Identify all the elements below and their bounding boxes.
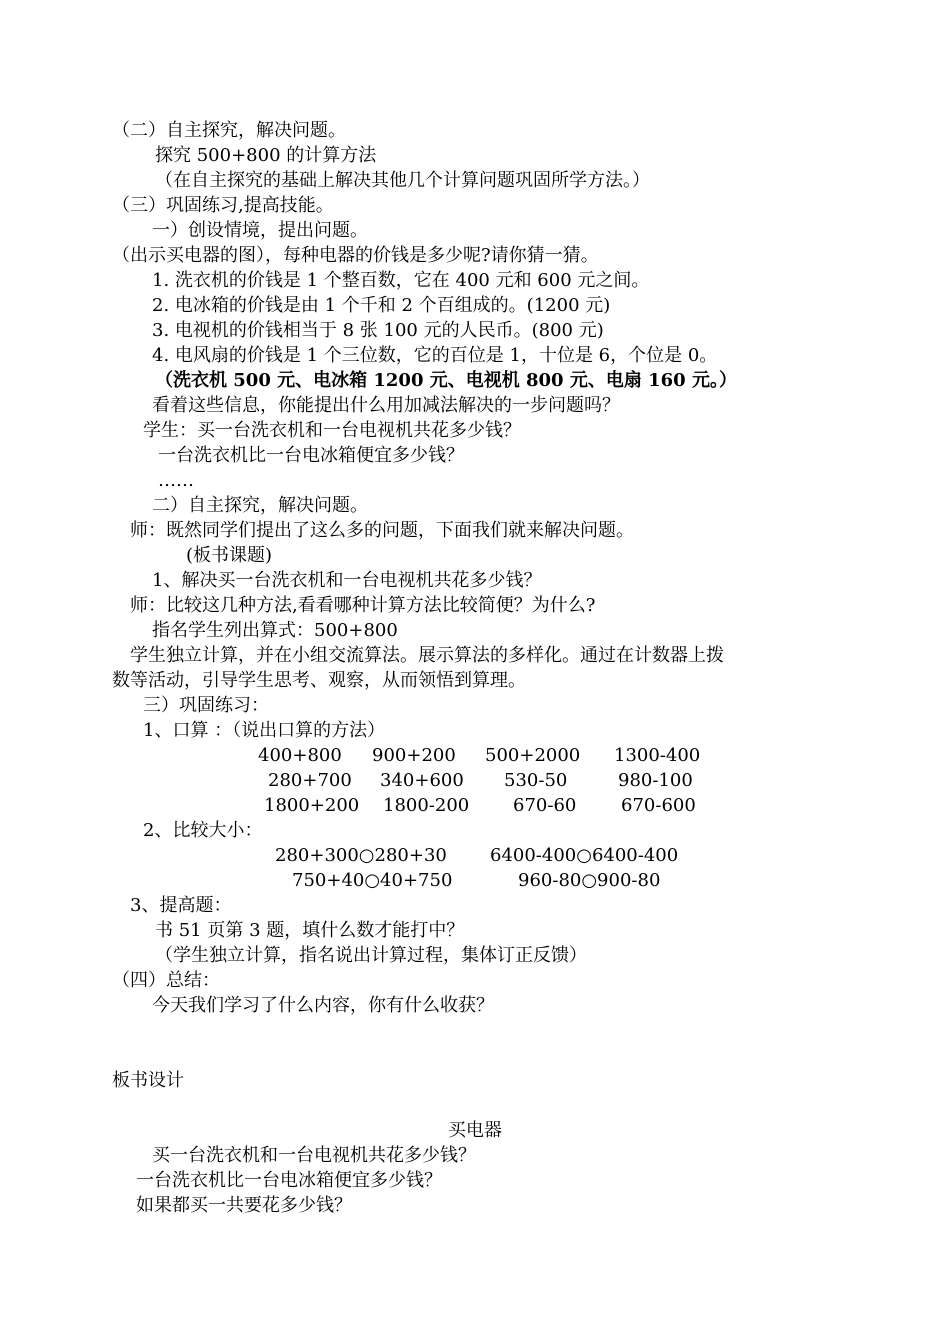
list-item: 4. 电风扇的价钱是 1 个三位数，它的百位是 1，十位是 6，个位是 0。 <box>152 345 718 366</box>
text-line: 书 51 页第 3 题，填什么数才能打中？ <box>155 920 465 941</box>
board-line: 买一台洗衣机和一台电视机共花多少钱？ <box>152 1145 476 1166</box>
oral-calc-item: 530-50 <box>504 770 568 791</box>
text-line: （出示买电器的图），每种电器的价钱是多少呢?请你猜一猜。 <box>112 245 599 266</box>
board-title: 买电器 <box>448 1120 502 1141</box>
answer-line: （洗衣机 500 元、电冰箱 1200 元、电视机 800 元、电扇 160 元。） <box>155 370 737 391</box>
compare-item: 960-80○900-80 <box>518 870 661 891</box>
list-item: 3. 电视机的价钱相当于 8 张 100 元的人民币。(800 元) <box>152 320 604 341</box>
board-line: 如果都买一共要花多少钱？ <box>136 1195 352 1216</box>
section-heading-4: （四）总结： <box>112 970 220 991</box>
subheading: 二）自主探究，解决问题。 <box>152 495 368 516</box>
text-line: （在自主探究的基础上解决其他几个计算问题巩固所学方法。） <box>155 170 650 191</box>
oral-calc-item: 900+200 <box>372 745 456 766</box>
text-line: 一台洗衣机比一台电冰箱便宜多少钱？ <box>158 445 464 466</box>
section-heading-2: （二）自主探究，解决问题。 <box>112 120 346 141</box>
oral-calc-item: 1300-400 <box>614 745 701 766</box>
ellipsis: …… <box>158 470 194 491</box>
compare-item: 6400-400○6400-400 <box>490 845 679 866</box>
oral-calc-item: 280+700 <box>268 770 352 791</box>
subheading: 三）巩固练习： <box>143 695 269 716</box>
text-line: (板书课题) <box>186 545 273 566</box>
subheading: 一）创设情境，提出问题。 <box>152 220 368 241</box>
oral-calc-item: 670-60 <box>513 795 577 816</box>
oral-calc-item: 1800+200 <box>264 795 360 816</box>
text-line: 指名学生列出算式：500+800 <box>152 620 398 641</box>
text-line: 看着这些信息，你能提出什么用加减法解决的一步问题吗？ <box>152 395 620 416</box>
list-item: 1. 洗衣机的价钱是 1 个整百数，它在 400 元和 600 元之间。 <box>152 270 650 291</box>
oral-calc-item: 670-600 <box>621 795 696 816</box>
text-line: 2、比较大小： <box>143 820 263 841</box>
text-line: 1、解决买一台洗衣机和一台电视机共花多少钱？ <box>152 570 542 591</box>
oral-calc-item: 500+2000 <box>485 745 581 766</box>
board-line: 一台洗衣机比一台电冰箱便宜多少钱？ <box>136 1170 442 1191</box>
text-line: 数等活动，引导学生思考、观察，从而领悟到算理。 <box>112 670 526 691</box>
text-line: 师：比较这几种方法,看看哪种计算方法比较简便？为什么? <box>130 595 596 616</box>
compare-item: 750+40○40+750 <box>292 870 453 891</box>
oral-calc-item: 1800-200 <box>383 795 470 816</box>
section-heading-3: （三）巩固练习,提高技能。 <box>112 195 334 216</box>
oral-calc-item: 980-100 <box>618 770 693 791</box>
text-line: （学生独立计算，指名说出计算过程，集体订正反馈） <box>155 945 587 966</box>
text-line: 师：既然同学们提出了这么多的问题，下面我们就来解决问题。 <box>130 520 634 541</box>
compare-item: 280+300○280+30 <box>275 845 447 866</box>
list-item: 2. 电冰箱的价钱是由 1 个千和 2 个百组成的。(1200 元) <box>152 295 611 316</box>
text-line: 1、口算 ：（说出口算的方法） <box>143 720 386 741</box>
text-line: 学生独立计算，并在小组交流算法。展示算法的多样化。通过在计数器上拨 <box>130 645 724 666</box>
text-line: 学生：买一台洗衣机和一台电视机共花多少钱？ <box>143 420 521 441</box>
board-design-heading: 板书设计 <box>112 1070 184 1091</box>
text-line: 3、提高题： <box>130 895 232 916</box>
oral-calc-item: 340+600 <box>380 770 464 791</box>
text-line: 今天我们学习了什么内容，你有什么收获？ <box>152 995 494 1016</box>
oral-calc-item: 400+800 <box>258 745 342 766</box>
text-line: 探究 500+800 的计算方法 <box>155 145 377 166</box>
